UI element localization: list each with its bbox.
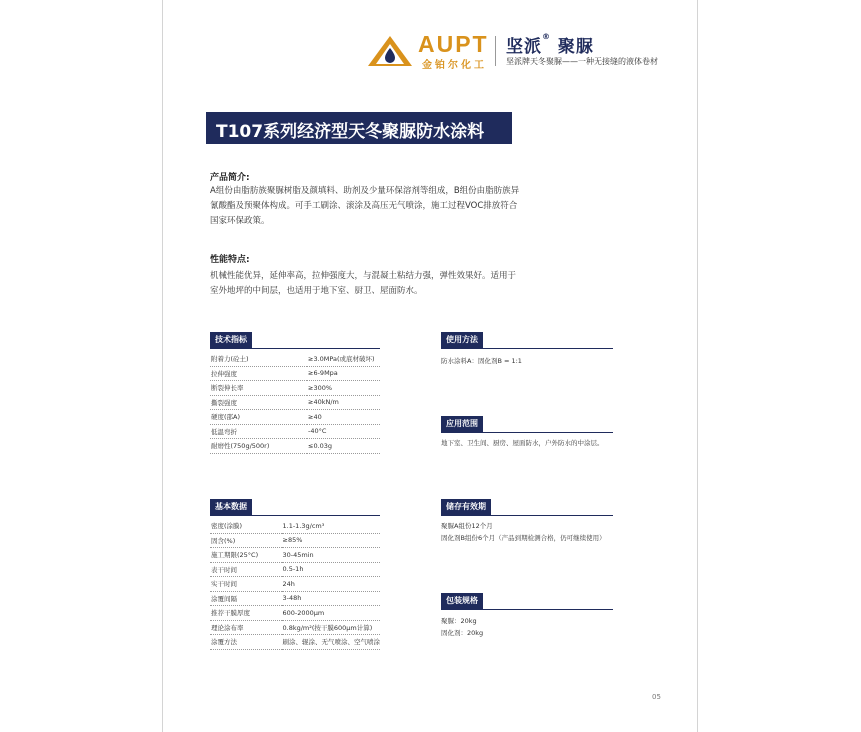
- spec-key: 施工期限(25°C): [210, 548, 282, 563]
- spec-key: 撕裂强度: [210, 395, 307, 410]
- spec-row: [210, 366, 380, 381]
- spec-row: [210, 635, 380, 650]
- spec-key: 理论涂布率: [210, 620, 282, 635]
- spec-value: ≤0.03g: [307, 439, 380, 454]
- spec-key: 固含(%): [210, 533, 282, 548]
- usage-text: 防水涂料A：固化剂B = 1:1: [441, 357, 522, 365]
- spec-value: ≥300%: [307, 381, 380, 396]
- packing-line-2: 固化剂：20kg: [441, 629, 484, 637]
- packing-label: 包装规格: [441, 593, 483, 609]
- spec-row: [210, 352, 380, 366]
- tech-specs-label: 技术指标: [210, 332, 252, 348]
- spec-value: ≥40kN/m: [307, 395, 380, 410]
- spec-row: [210, 519, 380, 533]
- spec-value: 0.5-1h: [282, 562, 381, 577]
- spec-key: 拉伸强度: [210, 366, 307, 381]
- spec-key: 推荐干膜厚度: [210, 606, 282, 621]
- spec-key: 硬度(邵A): [210, 410, 307, 425]
- spec-value: 600-2000μm: [282, 606, 381, 621]
- brand-company-name: 金铂尔化工: [422, 60, 487, 71]
- spec-row: [210, 439, 380, 454]
- intro-text: A组份由脂肪族聚脲树脂及颜填料、助剂及少量环保溶剂等组成，B组份由脂肪族异氰酸酯及预聚体构成。可手工刷涂、滚涂及高压无气喷涂，施工过程VOC排放符合国家环保政策。: [210, 186, 520, 226]
- usage-label: 使用方法: [441, 332, 483, 348]
- spec-key: 实干时间: [210, 577, 282, 592]
- spec-row: [210, 606, 380, 621]
- spec-key: 涂覆间隔: [210, 591, 282, 606]
- storage-label: 储存有效期: [441, 499, 491, 515]
- spec-key: 表干时间: [210, 562, 282, 577]
- features-text: 机械性能优异，延伸率高，拉伸强度大，与混凝土粘结力强，弹性效果好。适用于室外地坪的中间层，也适用于地下室、厨卫、屋面防水。: [210, 271, 517, 296]
- packing-line-1: 聚脲：20kg: [441, 617, 477, 625]
- spec-key: 涂覆方法: [210, 635, 282, 650]
- spec-row: [210, 424, 380, 439]
- scope-label: 应用范围: [441, 416, 483, 432]
- spec-value: ≥40: [307, 410, 380, 425]
- spec-row: [210, 381, 380, 396]
- brand-divider: [495, 36, 496, 66]
- spec-value: -40°C: [307, 424, 380, 439]
- intro-heading: 产品简介:: [210, 173, 250, 183]
- spec-key: 密度(涂膜): [210, 519, 282, 533]
- spec-row: [210, 562, 380, 577]
- spec-row: [210, 533, 380, 548]
- storage-line-1: 聚脲A组份12个月: [441, 522, 493, 530]
- spec-row: [210, 620, 380, 635]
- scope-rule: [441, 432, 613, 433]
- page-edge-right: [697, 0, 698, 732]
- spec-value: 30-45min: [282, 548, 381, 563]
- spec-value: ≥85%: [282, 533, 381, 548]
- brand-logo-text: AUPT: [418, 31, 489, 57]
- scope-text: 地下室、卫生间、厨房、屋面防水，户外防水的中涂层。: [441, 439, 604, 447]
- basic-data-table: [210, 519, 380, 650]
- spec-row: [210, 591, 380, 606]
- spec-key: 附着力(砼土): [210, 352, 307, 366]
- tech-specs-table: [210, 352, 380, 454]
- page-title: T107系列经济型天冬聚脲防水涂料: [216, 122, 485, 142]
- brand-product-name: 坚派® 聚脲: [506, 32, 594, 57]
- spec-value: 1.1-1.3g/cm³: [282, 519, 381, 533]
- storage-line-2: 固化剂B组份6个月（产品到期检测合格，仍可继续使用）: [441, 534, 606, 542]
- storage-rule: [441, 515, 613, 516]
- spec-value: 3-48h: [282, 591, 381, 606]
- spec-value: 刷涂、辊涂、无气喷涂、空气喷涂: [282, 635, 381, 650]
- spec-row: [210, 577, 380, 592]
- brand-tagline: 坚派牌天冬聚脲——一种无接缝的液体卷材: [506, 57, 658, 66]
- packing-rule: [441, 609, 613, 610]
- spec-row: [210, 395, 380, 410]
- spec-key: 低温弯折: [210, 424, 307, 439]
- tech-specs-rule: [210, 348, 380, 349]
- spec-value: 24h: [282, 577, 381, 592]
- page-number: 05: [652, 693, 661, 701]
- features-heading: 性能特点:: [210, 255, 250, 265]
- basic-data-label: 基本数据: [210, 499, 252, 515]
- usage-rule: [441, 348, 613, 349]
- brand-logo-icon: [366, 34, 414, 68]
- page-edge-left: [162, 0, 163, 732]
- spec-row: [210, 548, 380, 563]
- spec-key: 耐磨性(750g/500r): [210, 439, 307, 454]
- spec-value: 0.8kg/m²(按干膜600μm计算): [282, 620, 381, 635]
- spec-key: 断裂伸长率: [210, 381, 307, 396]
- spec-value: ≥3.0MPa(或底材破坏): [307, 352, 380, 366]
- spec-row: [210, 410, 380, 425]
- spec-value: ≥6-9Mpa: [307, 366, 380, 381]
- basic-data-rule: [210, 515, 380, 516]
